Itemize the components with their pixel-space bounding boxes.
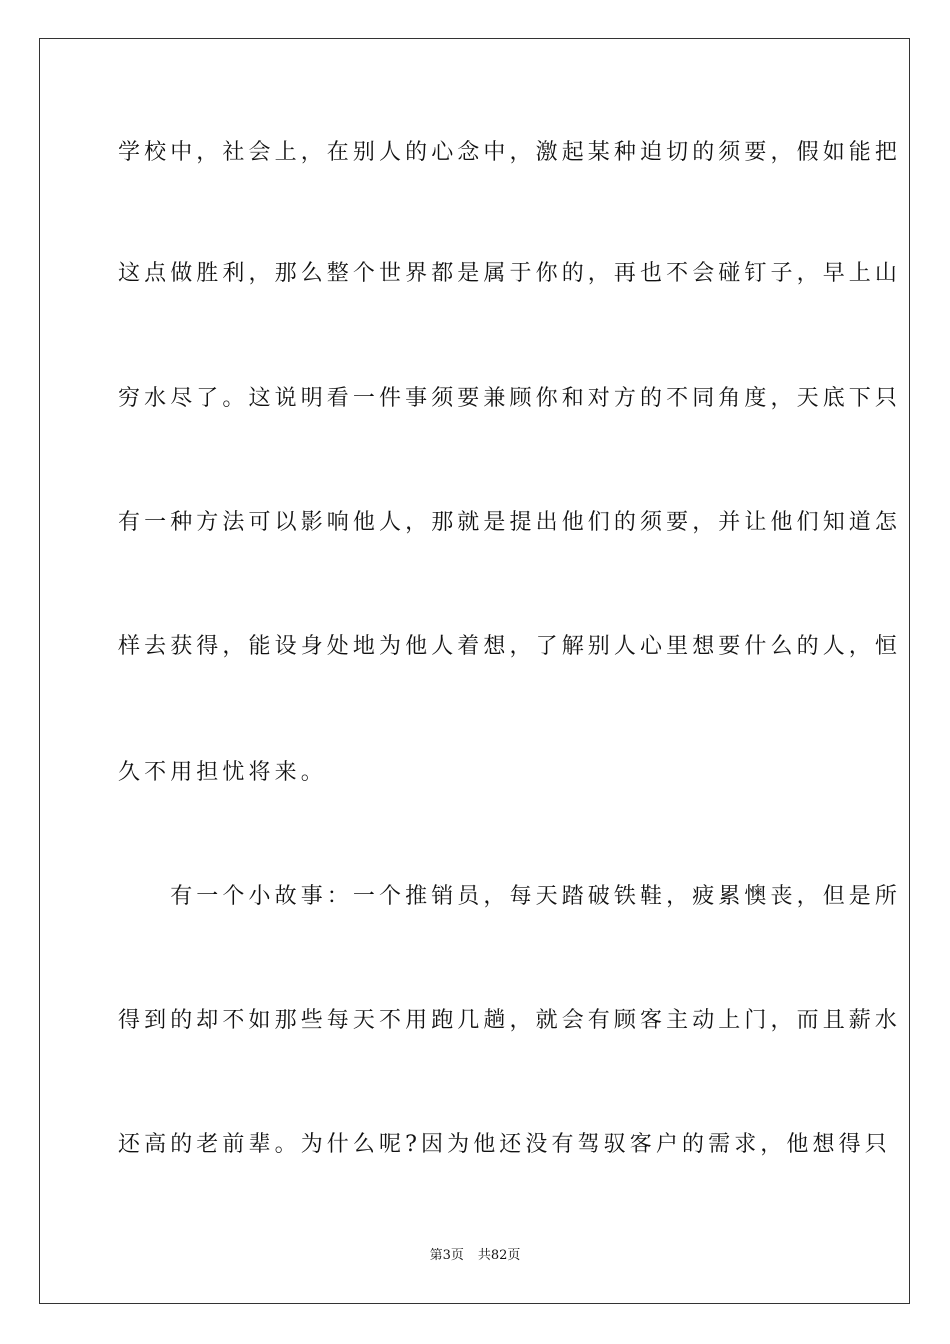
text-line-7: 有一个小故事：一个推销员，每天踏破铁鞋，疲累懊丧，但是所 bbox=[118, 884, 902, 909]
text-line-3: 穷水尽了。这说明看一件事须要兼顾你和对方的不同角度，天底下只 bbox=[118, 386, 902, 411]
text-line-6: 久不用担忧将来。 bbox=[118, 760, 327, 785]
text-line-4: 有一种方法可以影响他人，那就是提出他们的须要，并让他们知道怎 bbox=[118, 510, 902, 535]
total-pages: 共82页 bbox=[477, 1248, 521, 1263]
page-border bbox=[39, 38, 910, 1304]
text-line-1: 学校中，社会上，在别人的心念中，激起某种迫切的须要，假如能把 bbox=[118, 140, 902, 165]
text-line-8: 得到的却不如那些每天不用跑几趟，就会有顾客主动上门，而且薪水 bbox=[118, 1008, 902, 1033]
page-number: 第3页 bbox=[429, 1248, 464, 1263]
page-footer bbox=[0, 1246, 950, 1266]
text-line-5: 样去获得，能设身处地为他人着想，了解别人心里想要什么的人，恒 bbox=[118, 634, 902, 659]
text-line-2: 这点做胜利，那么整个世界都是属于你的，再也不会碰钉子，早上山 bbox=[118, 261, 902, 286]
text-line-9: 还高的老前辈。为什么呢?因为他还没有驾驭客户的需求，他想得只 bbox=[118, 1132, 891, 1157]
